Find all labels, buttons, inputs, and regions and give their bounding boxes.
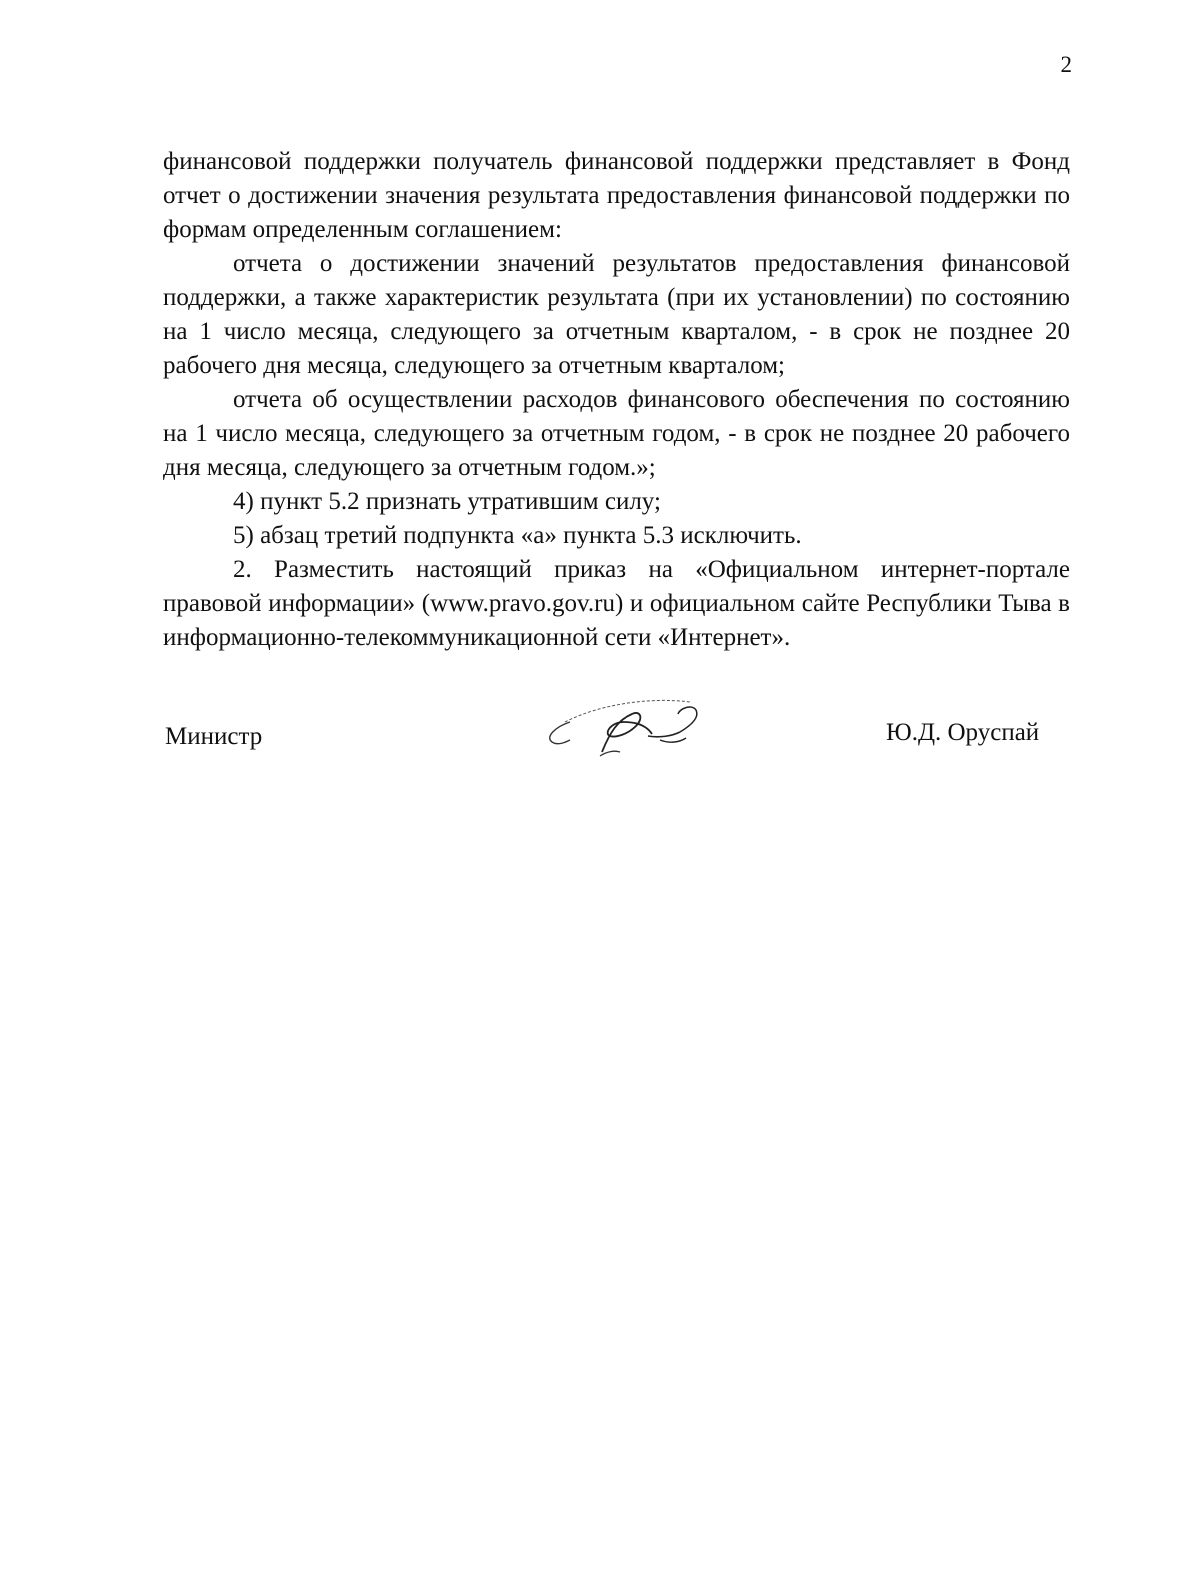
signatory-name: Ю.Д. Оруспай bbox=[886, 719, 1040, 746]
page-number: 2 bbox=[1060, 52, 1072, 77]
handwritten-signature bbox=[540, 692, 710, 772]
paragraph-item-5: 5) абзац третий подпункта «а» пункта 5.3 исключить. bbox=[233, 522, 802, 549]
document-body bbox=[163, 145, 1070, 655]
paragraph-continuation: финансовой поддержки получатель финансовой поддержки представляет в Фонд отчет о достижении значения результата предоставления финансовой поддержки по формам определенным соглашением: bbox=[163, 148, 1070, 243]
paragraph-item-4: 4) пункт 5.2 признать утратившим силу; bbox=[233, 488, 661, 515]
paragraph-annual-report: отчета об осуществлении расходов финансового обеспечения по состоянию на 1 число месяца, следующего за отчетным годом, - в срок не позднее 20 рабочего дня месяца, следующего за отчетным годом.»; bbox=[163, 386, 1070, 481]
paragraph-quarterly-report: отчета о достижении значений результатов предоставления финансовой поддержки, а также характеристик результата (при их установлении) по состоянию на 1 число месяца, следующего за отчетным кварталом, - в срок не позднее 20 рабочего дня месяца, следующего за отчетным кварталом; bbox=[163, 250, 1070, 379]
paragraph-publication: 2. Разместить настоящий приказ на «Официальном интернет-портале правовой информации» (www.pravo.gov.ru) и официальном сайте Республики Тыва в информационно-телекоммуникационной сети «Интернет». bbox=[163, 556, 1070, 651]
signatory-position: Министр bbox=[165, 723, 263, 750]
